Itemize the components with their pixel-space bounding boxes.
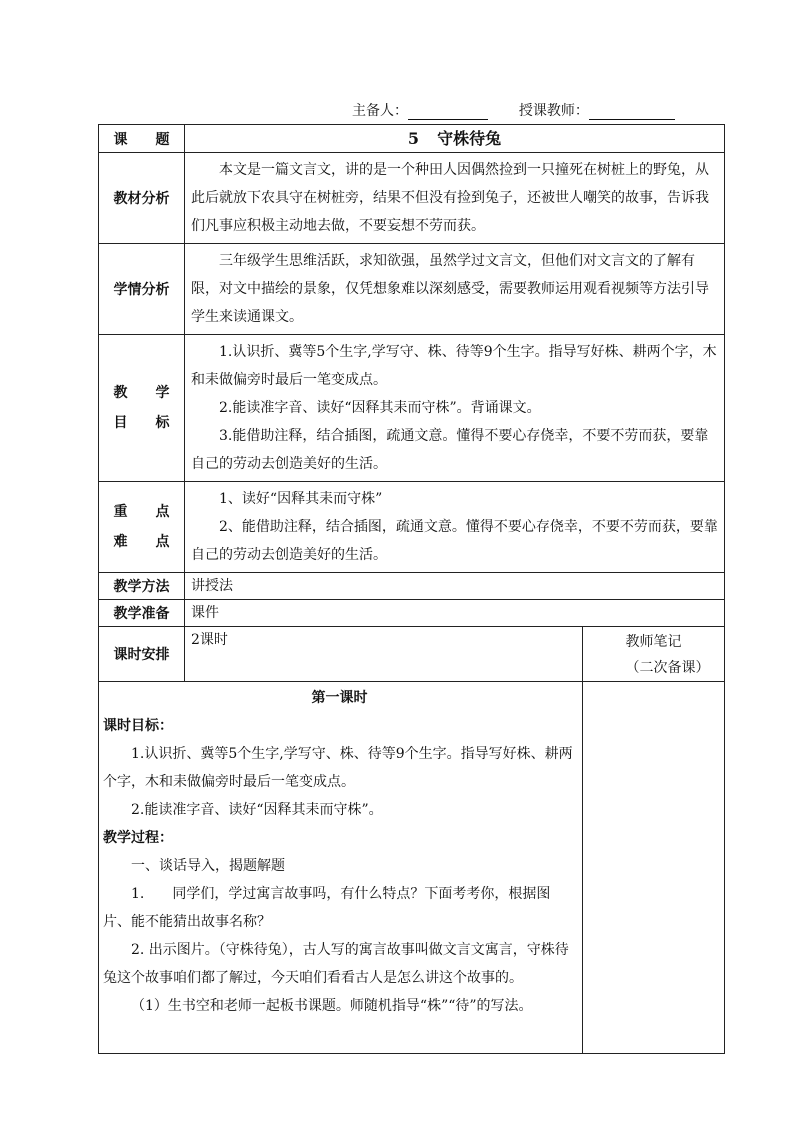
row-preparation <box>99 600 725 627</box>
row-title <box>99 125 725 153</box>
objectives-cell <box>185 335 725 482</box>
title-label: 课 题 <box>99 125 185 153</box>
row-key-points <box>99 482 725 573</box>
lesson-plan-table <box>98 124 725 1054</box>
process-item: 2. 出示图片。（守株待兔），古人写的寓言故事叫做文言文寓言，守株待兔这个故事咱们都了解过，今天咱们看看古人是怎么讲这个故事的。 <box>103 942 569 986</box>
student-analysis-label: 学情分析 <box>99 244 185 335</box>
header-line <box>352 100 675 120</box>
objectives-label-line1: 教 学 <box>113 385 170 401</box>
schedule-cell <box>185 627 583 682</box>
lesson-number: 5 <box>407 128 420 148</box>
key-points-label <box>99 482 185 573</box>
key-points-label-line1: 重 点 <box>113 504 170 520</box>
first-period-title: 第一课时 <box>311 690 368 706</box>
first-period-cell <box>99 682 583 1054</box>
row-objectives <box>99 335 725 482</box>
row-student-analysis <box>99 244 725 335</box>
row-method <box>99 573 725 600</box>
preparation-cell <box>185 600 725 627</box>
schedule-value: 2课时 <box>191 632 228 648</box>
objectives-label-line2: 目 标 <box>113 415 170 431</box>
objective-item: 1.认识折、冀等5个生字,学写守、株、待等9个生字。指导写好株、耕两个字，木和耒做偏旁时最后一笔变成点。 <box>191 344 717 388</box>
material-analysis-label: 教材分析 <box>99 153 185 244</box>
objectives-label <box>99 335 185 482</box>
process-item: 一、谈话导入，揭题解题 <box>131 858 285 874</box>
teacher-label: 授课教师： <box>518 103 589 119</box>
teacher-notes-header <box>583 627 725 682</box>
key-point-item: 1、读好“因释其耒而守株” <box>219 491 383 507</box>
lesson-title: 守株待兔 <box>437 128 502 148</box>
student-analysis-cell <box>185 244 725 335</box>
first-period-goals-label: 课时目标： <box>103 718 173 734</box>
schedule-label: 课时安排 <box>99 627 185 682</box>
method-label: 教学方法 <box>99 573 185 600</box>
teacher-notes-title: 教师笔记 <box>625 634 682 650</box>
teacher-blank <box>589 105 675 120</box>
process-item: 1. 同学们，学过寓言故事吗，有什么特点？下面考考你，根据图片、能不能猜出故事名称？ <box>103 886 551 930</box>
method-value: 讲授法 <box>191 578 233 594</box>
teacher-notes-subtitle: （二次备课） <box>625 660 710 676</box>
preparer-label: 主备人： <box>352 103 408 119</box>
first-period-goal: 2.能读准字音、读好“因释其耒而守株”。 <box>131 802 383 818</box>
key-point-item: 2、能借助注释，结合插图，疏通文意。懂得不要心存侥幸，不要不劳而获，要靠自己的劳动去创造美好的生活。 <box>191 519 718 563</box>
first-period-goal: 1.认识折、冀等5个生字,学写守、株、待等9个生字。指导写好株、耕两个字，木和耒做偏旁时最后一笔变成点。 <box>103 746 573 790</box>
first-period-process-label: 教学过程： <box>103 830 173 846</box>
row-first-period <box>99 682 725 1054</box>
method-cell <box>185 573 725 600</box>
preparation-value: 课件 <box>191 605 219 621</box>
objective-item: 3.能借助注释，结合插图，疏通文意。懂得不要心存侥幸，不要不劳而获，要靠自己的劳动去创造美好的生活。 <box>191 428 709 472</box>
row-schedule <box>99 627 725 682</box>
objective-item: 2.能读准字音、读好“因释其耒而守株”。背诵课文。 <box>219 400 541 416</box>
lesson-title-cell <box>185 125 725 153</box>
teacher-notes-area <box>583 682 725 1054</box>
material-analysis-text: 本文是一篇文言文，讲的是一个种田人因偶然捡到一只撞死在树桩上的野兔，从此后就放下农具守在树桩旁，结果不但没有捡到兔子，还被世人嘲笑的故事，告诉我们凡事应积极主动地去做，不要妄想不劳而获。 <box>191 162 709 234</box>
preparation-label: 教学准备 <box>99 600 185 627</box>
process-item: （1）生书空和老师一起板书课题。师随机指导“株”“待”的写法。 <box>131 998 533 1014</box>
row-material-analysis <box>99 153 725 244</box>
key-points-label-line2: 难 点 <box>113 534 170 550</box>
preparer-blank <box>408 105 488 120</box>
material-analysis-cell <box>185 153 725 244</box>
student-analysis-text: 三年级学生思维活跃，求知欲强，虽然学过文言文，但他们对文言文的了解有限，对文中描绘的景象，仅凭想象难以深刻感受，需要教师运用观看视频等方法引导学生来读通课文。 <box>191 253 709 325</box>
key-points-cell <box>185 482 725 573</box>
